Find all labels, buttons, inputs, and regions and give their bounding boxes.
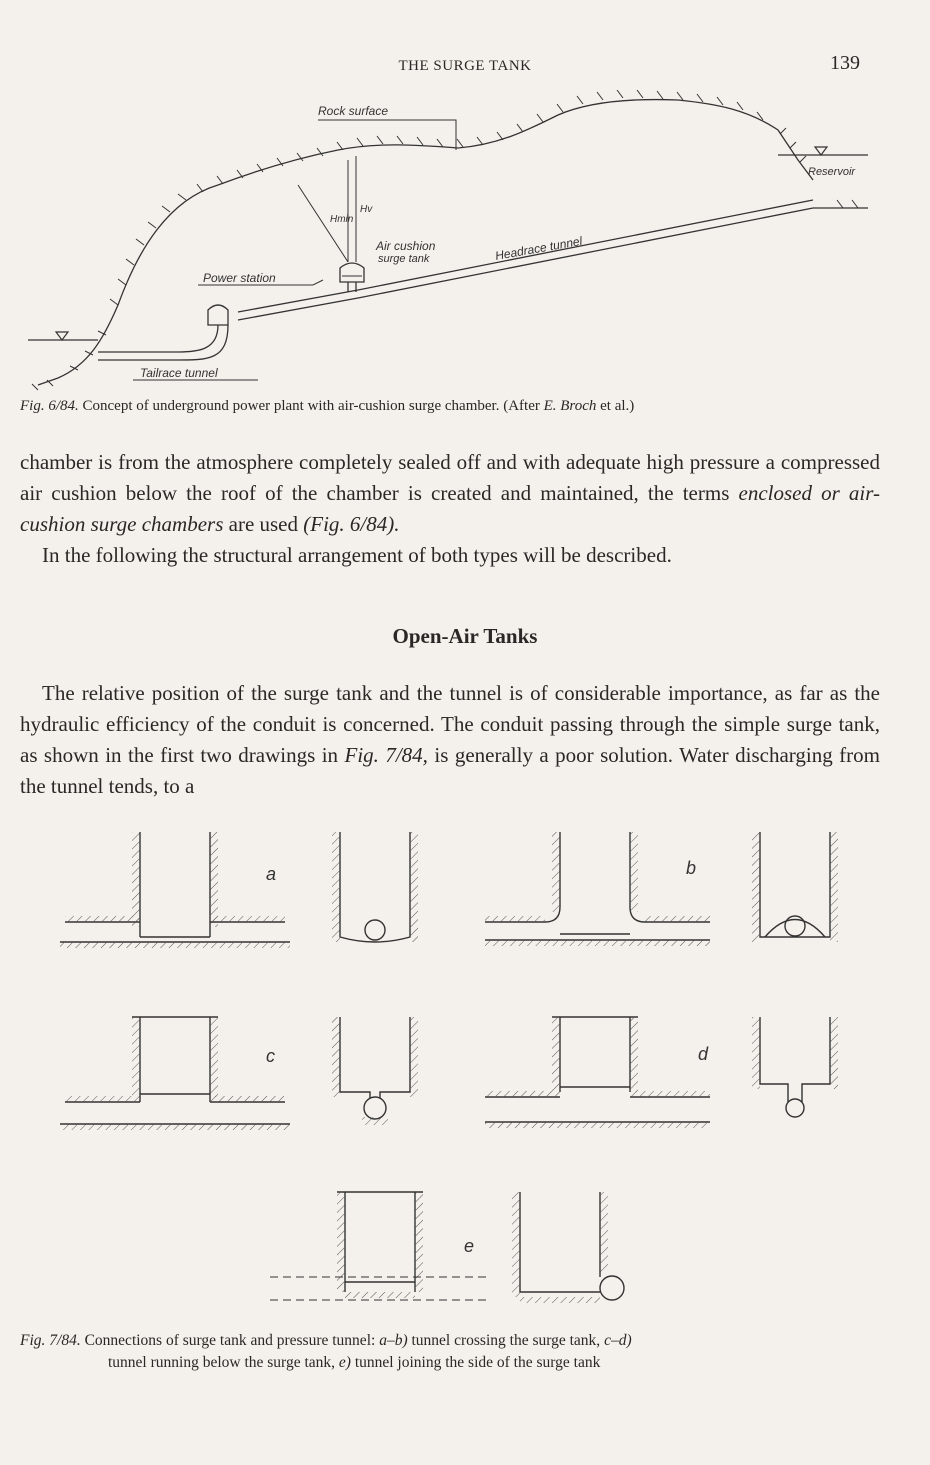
figure-6-84-caption: [20, 398, 910, 415]
p2-text: The relative position of the surge tank and the tunnel is of considerable importance, as far as the hydraulic efficiency of the conduit is concerned. The conduit passing through the simple surge tank, as shown in the first two drawings in: [20, 681, 880, 767]
panel-label-c: c: [266, 1046, 275, 1066]
p1-figure-ref: (Fig. 6/84).: [303, 512, 400, 536]
p1-text-b: are used: [223, 512, 304, 536]
air-cushion-tank: [340, 263, 364, 282]
p2-figure-ref: Fig. 7/84,: [344, 743, 428, 767]
panel-label-a: a: [266, 864, 277, 884]
caption-text: Concept of underground power plant with air-cushion surge chamber. (After: [78, 398, 544, 414]
label-air-cushion: Air cushion: [376, 239, 436, 253]
caption-line2b: tunnel joining the side of the surge tank: [350, 1354, 601, 1371]
label-headrace-tunnel: Headrace tunnel: [494, 233, 584, 263]
label-hmin: Hmin: [330, 214, 354, 225]
caption-label: Fig. 6/84.: [20, 398, 79, 414]
panel-label-d: d: [698, 1044, 709, 1064]
panel-d-section: [752, 1017, 838, 1117]
paragraph-2: [20, 678, 880, 802]
caption-ref-e: e): [338, 1354, 351, 1371]
label-hv: Hv: [360, 204, 373, 215]
figure-6-84-diagram: [18, 90, 898, 400]
caption-line2a: tunnel running below the surge tank,: [108, 1354, 339, 1371]
caption-suffix: et al.): [596, 398, 635, 414]
tailrace-tunnel: [98, 325, 228, 360]
paragraph-1: [20, 447, 880, 571]
label-reservoir: Reservoir: [808, 166, 856, 178]
section-title: Open-Air Tanks: [392, 624, 538, 648]
panel-a-shaft: [60, 832, 290, 948]
panel-c-shaft: [60, 1017, 290, 1130]
label-surge-tank: surge tank: [378, 253, 430, 265]
p1-italic-term: enclosed or air-cushion surge chambers: [20, 481, 880, 536]
power-station-cavern: [208, 305, 228, 325]
p2-text-b: is generally a poor solution. Water discharging from the tunnel tends, to a: [20, 743, 880, 798]
panel-a-section: [332, 832, 418, 942]
caption-ref-cd: c–d): [604, 1332, 632, 1349]
caption-line2: [20, 1352, 900, 1374]
label-rock-surface: Rock surface: [318, 104, 389, 118]
caption-line1b: tunnel crossing the surge tank,: [407, 1332, 605, 1349]
panel-c-section: [332, 1017, 418, 1125]
caption-author: E. Broch: [543, 398, 597, 414]
caption-line1: Connections of surge tank and pressure tunnel:: [80, 1332, 380, 1349]
panel-label-b: b: [686, 858, 697, 878]
label-power-station: Power station: [203, 271, 276, 285]
page-number: 139: [830, 52, 860, 74]
caption-label: Fig. 7/84.: [20, 1332, 81, 1349]
label-tailrace-tunnel: Tailrace tunnel: [140, 366, 218, 380]
p1-text: chamber is from the atmosphere completely sealed off and with adequate high pressure a compressed air cushion below the roof of the chamber is created and maintained, the terms: [20, 450, 880, 505]
caption-ref-ab: a–b): [379, 1332, 408, 1349]
p1-second-line: In the following the structural arrangement of both types will be described.: [42, 543, 672, 567]
panel-b-section: [752, 832, 838, 942]
figure-7-84-diagram: [40, 822, 900, 1332]
panel-e-section: [512, 1192, 624, 1303]
running-head: THE SURGE TANK: [398, 58, 532, 74]
panel-d-shaft: [485, 1017, 710, 1128]
panel-label-e: e: [464, 1236, 475, 1256]
panel-e-shaft: [270, 1192, 490, 1300]
panel-b-shaft: [485, 832, 710, 946]
figure-7-84-caption: [20, 1330, 900, 1374]
